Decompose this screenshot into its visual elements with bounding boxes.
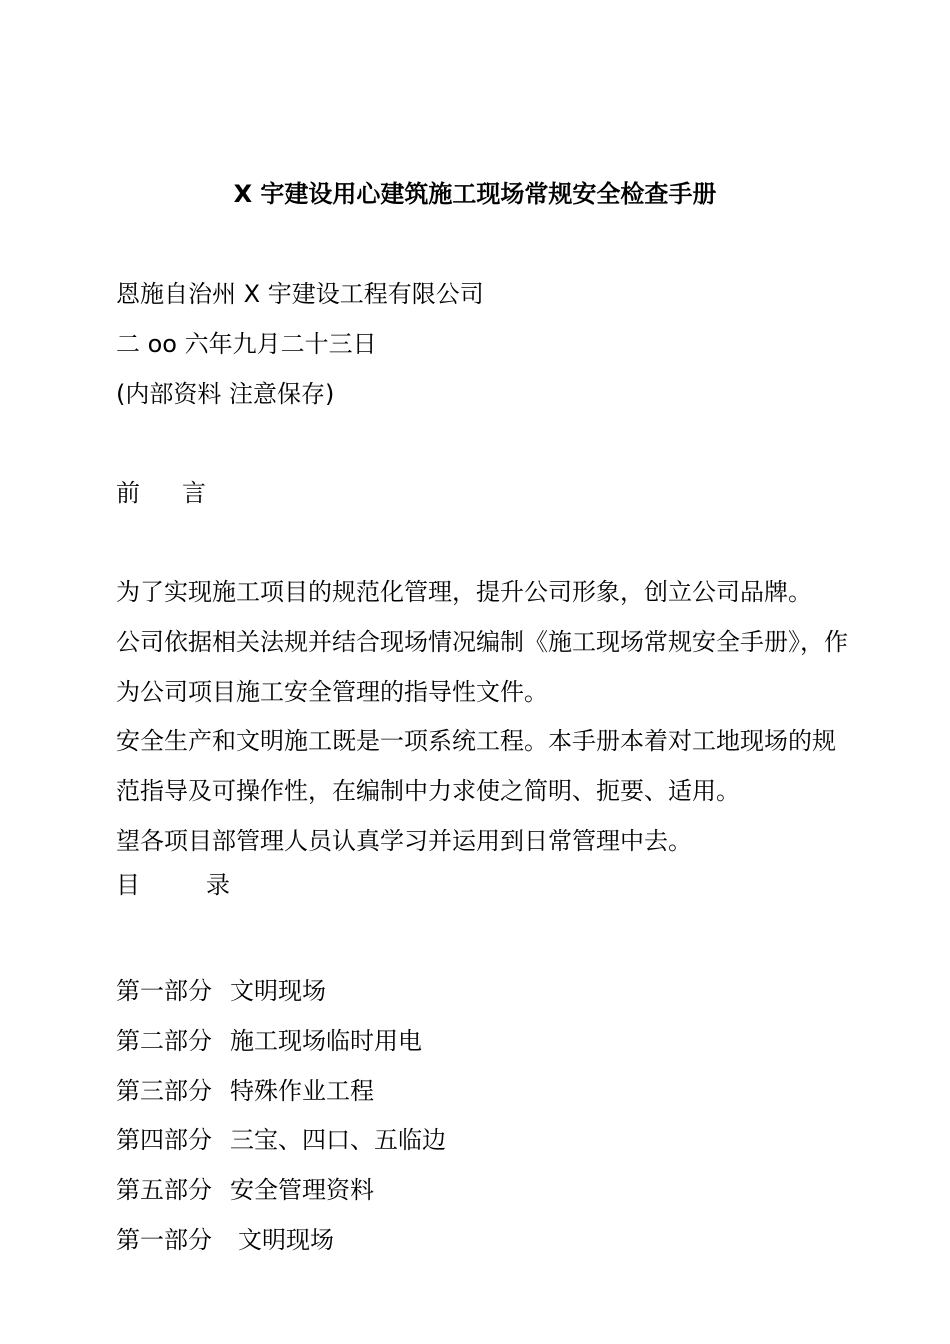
preface-heading: [116, 475, 856, 525]
preface-paragraph: 为了实现施工项目的规范化管理，提升公司形象，创立公司品牌。: [116, 578, 812, 606]
toc-item-part: 第四部分: [116, 1126, 212, 1155]
toc-item-name: 特殊作业工程: [230, 1076, 374, 1105]
preface-heading-left: 前: [116, 479, 140, 507]
section-heading: [116, 1222, 856, 1272]
toc-item: [116, 1023, 856, 1073]
toc-heading-left: 目: [116, 870, 140, 899]
toc-list: [116, 973, 856, 1272]
toc-item-part: 第二部分: [116, 1026, 212, 1055]
section-heading-part: 第一部分: [116, 1225, 212, 1254]
document-note: (内部资料 注意保存): [116, 379, 335, 408]
toc-item: [116, 1122, 856, 1172]
toc-item-name: 施工现场临时用电: [230, 1026, 422, 1055]
toc-item-part: 第五部分: [116, 1176, 212, 1205]
toc-item: [116, 1172, 856, 1222]
toc-item-name: 三宝、四口、五临边: [230, 1126, 446, 1155]
preface-heading-right: 言: [182, 479, 206, 507]
company-name: 恩施自治州 X 宇建设工程有限公司: [116, 280, 484, 308]
preface-paragraph: 公司依据相关法规并结合现场情况编制《施工现场常规安全手册》，作为公司项目施工安全管理的指导性文件。: [116, 627, 848, 706]
document-date: 二 oo 六年九月二十三日: [116, 329, 377, 358]
toc-item: [116, 973, 856, 1023]
preface-paragraph: 望各项目部管理人员认真学习并运用到日常管理中去。: [116, 826, 692, 855]
section-heading-name: 文明现场: [238, 1225, 334, 1254]
document-meta: [116, 276, 856, 425]
toc-item-part: 第三部分: [116, 1076, 212, 1105]
preface-body: [116, 568, 856, 917]
preface-paragraph: 安全生产和文明施工既是一项系统工程。本手册本着对工地现场的规范指导及可操作性，在编制中力求使之简明、扼要、适用。: [116, 727, 836, 806]
document-title: X 宇建设用心建筑施工现场常规安全检查手册: [233, 180, 717, 208]
toc-item-name: 安全管理资料: [230, 1176, 374, 1205]
toc-heading-right: 录: [206, 870, 230, 899]
toc-heading: [116, 867, 856, 917]
toc-item-part: 第一部分: [116, 977, 212, 1005]
toc-item-name: 文明现场: [230, 977, 326, 1005]
toc-item: [116, 1073, 856, 1123]
